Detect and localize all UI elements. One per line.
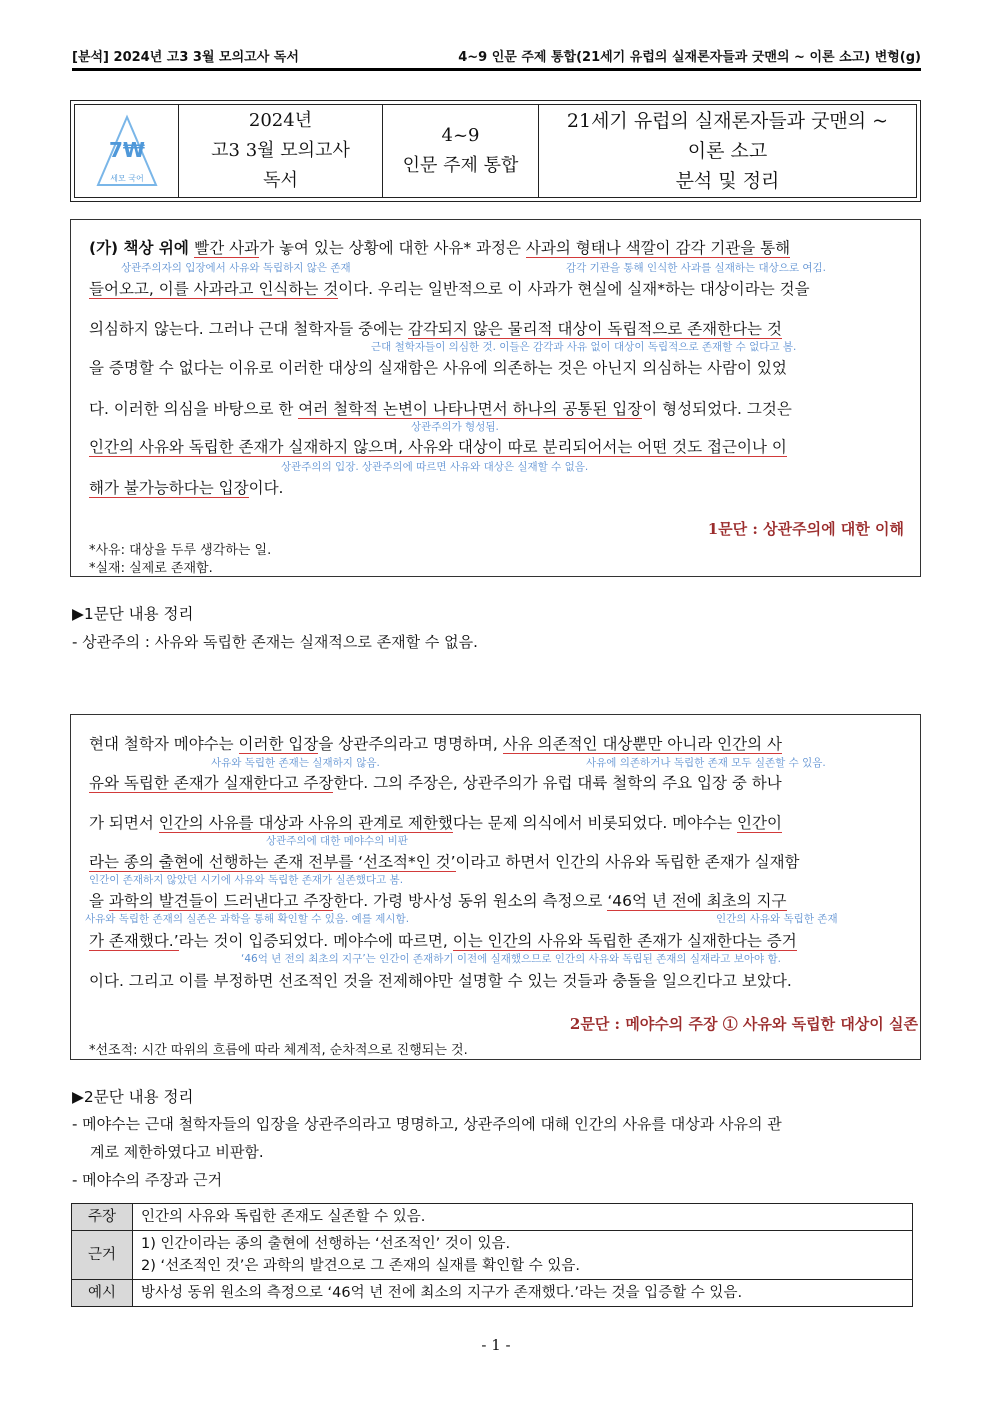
topic-line-2: 이론 소고: [687, 140, 768, 162]
p1-line-2: 들어오고, 이를 사과라고 인식하는 것이다. 우리는 일반적으로 이 사과가 현실에 실재*하는 대상이라는 것을: [89, 280, 810, 298]
section-1-heading: ▶1문단 내용 정리: [72, 605, 194, 623]
passage-2: [70, 714, 921, 1060]
p1-line-1: (가) 책상 위에 빨간 사과가 놓여 있는 상황에 대한 사유* 과정은 사과의 형태나 색깔이 감각 기관을 통해: [89, 239, 791, 257]
p1-note-2: 감각 기관을 통해 인식한 사과를 실재하는 대상으로 여김.: [566, 262, 826, 274]
claims-table: [71, 1203, 913, 1307]
p2-note-3: 상관주의에 대한 메야수의 비판: [266, 835, 408, 847]
example-text: 방사성 동위 원소의 측정으로 ‘46억 년 전에 최소의 지구가 존재했다.’라는 것을 입증할 수 있음.: [133, 1280, 913, 1307]
p1-footnote-2: *실재: 실제로 존재함.: [89, 561, 213, 576]
ground-1: 1) 인간이라는 종의 출현에 선행하는 ‘선조적인’ 것이 있음.: [141, 1236, 511, 1252]
p2-line-6: 가 존재했다.’라는 것이 입증되었다. 메야수에 따르면, 이는 인간의 사유와 독립한 존재가 실재한다는 증거: [89, 932, 797, 950]
p1-line-7: 해가 불가능하다는 입장이다.: [89, 479, 284, 497]
p2-note-4: 인간이 존재하지 않았던 시기에 사유와 독립한 존재가 실존했다고 봄.: [89, 874, 404, 886]
p2-note-1: 사유와 독립한 존재는 실재하지 않음.: [211, 757, 380, 769]
topic-cell: [539, 105, 916, 197]
p1-note-5: 상관주의의 입장. 상관주의에 따르면 사유와 대상은 실재할 수 없음.: [281, 461, 589, 473]
p1-footnote-1: *사유: 대상을 두루 생각하는 일.: [89, 543, 272, 558]
topic-line-1: 21세기 유럽의 실재론자들과 굿맨의 ~: [566, 110, 889, 132]
title-box: [70, 100, 921, 202]
p2-line-7: 이다. 그리고 이를 부정하면 선조적인 것을 전제해야만 설명할 수 있는 것들과 충돌을 일으킨다고 보았다.: [89, 972, 792, 990]
p2-note-6: 인간의 사유와 독립한 존재: [716, 913, 838, 925]
header-right: 4~9 인문 주제 통합(21세기 유럽의 실재론자들과 굿맨의 ~ 이론 소고) 변형(g): [458, 50, 921, 65]
table-row: [72, 1280, 913, 1307]
p1-line-3: 의심하지 않는다. 그러나 근대 철학자들 중에는 감각되지 않은 물리적 대상이 독립적으로 존재한다는 것: [89, 320, 782, 338]
p2-footnote-1: *선조적: 시간 따위의 흐름에 따라 체계적, 순차적으로 진행되는 것.: [89, 1043, 468, 1058]
p2-note-7: ‘46억 년 전의 최초의 지구’는 인간이 존재하기 이전에 실재했으므로 인간의 사유와 독립된 존재의 실재라고 보아야 함.: [241, 953, 782, 965]
p2-line-2: 유와 독립한 존재가 실재한다고 주장한다. 그의 주장은, 상관주의가 유럽 대륙 철학의 주요 입장 중 하나: [89, 774, 782, 792]
ground-2: 2) ‘선조적인 것’은 과학의 발견으로 그 존재의 실재를 확인할 수 있음.: [141, 1258, 580, 1274]
ground-label: 근거: [72, 1231, 133, 1280]
p1-note-1: 상관주의자의 입장에서 사유와 독립하지 않은 존재: [121, 262, 351, 274]
exam-cell: [179, 105, 383, 197]
p2-line-1: 현대 철학자 메야수는 이러한 입장을 상관주의라고 명명하며, 사유 의존적인 대상뿐만 아니라 인간의 사: [89, 735, 782, 753]
p2-line-3: 가 되면서 인간의 사유를 대상과 사유의 관계로 제한했다는 문제 의식에서 비롯되었다. 메야수는 인간이: [89, 814, 782, 832]
logo-cell: [75, 105, 179, 197]
range-line-1: 4~9: [441, 125, 480, 146]
example-label: 예시: [72, 1280, 133, 1307]
p2-summary: 2문단 : 메야수의 주장 ① 사유와 독립한 대상이 실존: [569, 1015, 918, 1033]
p1-note-3: 근대 철학자들이 의심한 것. 이들은 감각과 사유 없이 대상이 독립적으로 존재할 수 없다고 봄.: [371, 341, 797, 353]
claim-text: 인간의 사유와 독립한 존재도 실존할 수 있음.: [133, 1204, 913, 1231]
section-2-heading: ▶2문단 내용 정리: [72, 1088, 194, 1106]
p1-line-5: 다. 이러한 의심을 바탕으로 한 여러 철학적 논변이 나타나면서 하나의 공통된 입장이 형성되었다. 그것은: [89, 400, 792, 418]
passage-1: [70, 219, 921, 577]
section-1-bullet-1: - 상관주의 : 사유와 독립한 존재는 실재적으로 존재할 수 없음.: [72, 633, 478, 651]
page-header: [72, 44, 921, 71]
range-line-2: 인문 주제 통합: [402, 155, 519, 176]
p2-note-2: 사유에 의존하거나 독립한 존재 모두 실존할 수 있음.: [586, 757, 826, 769]
grounds-cell: [133, 1231, 913, 1280]
section-2-bullet-1-cont: 계로 제한하였다고 비판함.: [90, 1143, 264, 1161]
semo-logo: [96, 113, 158, 189]
exam-line-1: 2024년: [248, 110, 313, 131]
page-number: - 1 -: [481, 1336, 511, 1354]
section-2-bullet-2: - 메야수의 주장과 근거: [72, 1171, 223, 1189]
exam-line-3: 독서: [263, 170, 298, 191]
range-cell: [383, 105, 539, 197]
exam-line-2: 고3 3월 모의고사: [211, 140, 350, 161]
svg-text:7₩: 7₩: [108, 138, 145, 162]
topic-line-3: 분석 및 정리: [675, 170, 780, 192]
p2-note-5: 사유와 독립한 존재의 실존은 과학을 통해 확인할 수 있음. 예를 제시함.: [85, 913, 410, 925]
p2-line-5: 을 과학의 발견들이 드러낸다고 주장한다. 가령 방사성 동위 원소의 측정으로 ‘46억 년 전에 최초의 지구: [89, 892, 787, 910]
p2-line-4: 라는 종의 출현에 선행하는 존재 전부를 ‘선조적*인 것’이라고 하면서 인간의 사유와 독립한 존재가 실재함: [89, 853, 800, 871]
p1-line-4: 을 증명할 수 없다는 이유로 이러한 대상의 실재함은 사유에 의존하는 것은 아닌지 의심하는 사람이 있었: [89, 359, 787, 377]
table-row: [72, 1204, 913, 1231]
claim-label: 주장: [72, 1204, 133, 1231]
p1-note-4: 상관주의가 형성됨.: [411, 421, 499, 433]
section-2-bullet-1: - 메야수는 근대 철학자들의 입장을 상관주의라고 명명하고, 상관주의에 대해 인간의 사유를 대상과 사유의 관: [72, 1115, 782, 1133]
header-left: [분석] 2024년 고3 3월 모의고사 독서: [72, 50, 299, 65]
p1-summary: 1문단 : 상관주의에 대한 이해: [707, 520, 904, 538]
svg-text:세모 국어: 세모 국어: [109, 174, 144, 183]
p1-line-6: 인간의 사유와 독립한 존재가 실재하지 않으며, 사유와 대상이 따로 분리되어서는 어떤 것도 접근이나 이: [89, 438, 787, 456]
table-row: [72, 1231, 913, 1280]
